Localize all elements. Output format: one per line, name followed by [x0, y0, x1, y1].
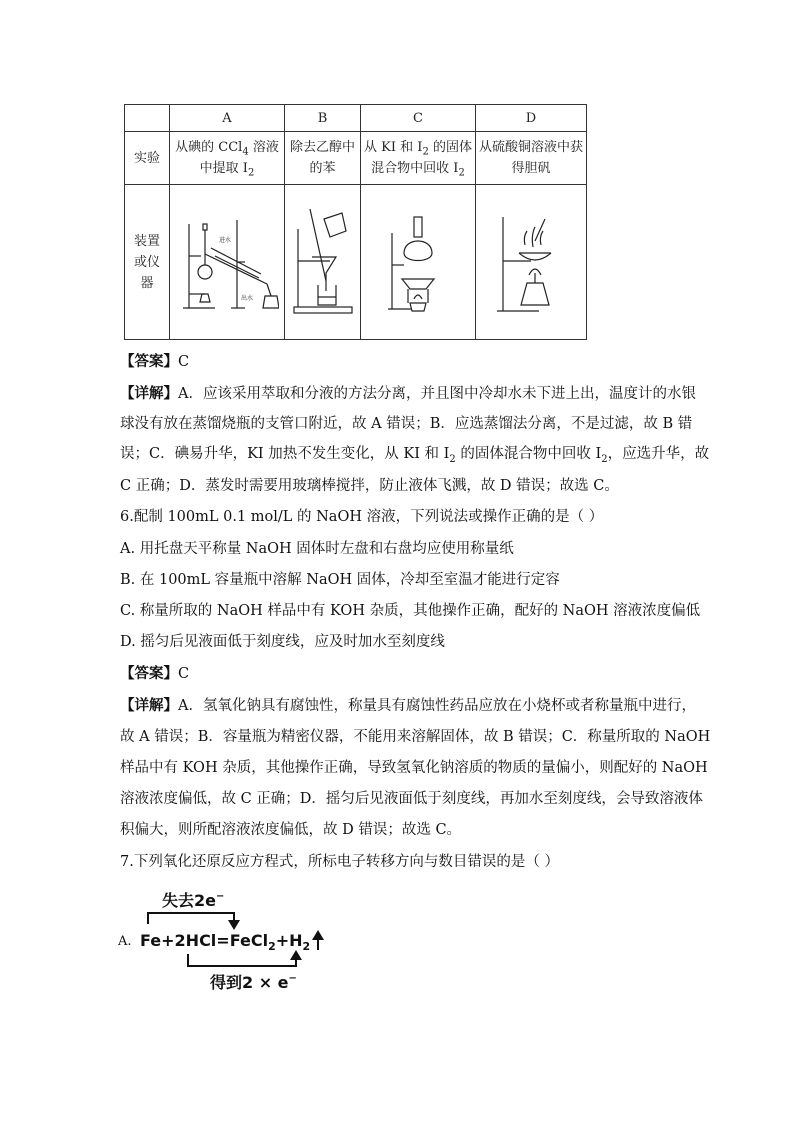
q6-detail-line-4: 溶液浓度偏低，故 C 正确；D．摇匀后见液面低于刻度线，再加水至刻度线，会导致溶液体 [120, 791, 703, 807]
equation-text: $Fe+2HCl=FeCl_2+H_2$ [140, 931, 311, 953]
q6-stem: 6.配制 100mL 0.1 mol/L 的 NaOH 溶液，下列说法或操作正确的是（ ） [120, 509, 604, 525]
experiment-c: 从 KI 和 $I_2$ 的固体混合物中回收 $I_2$ [361, 132, 476, 185]
experiment-row [125, 132, 587, 185]
header-cell-b: B [285, 105, 361, 132]
q6-detail-line-1: 【详解】A．氢氧化钠具有腐蚀性，称量具有腐蚀性药品应放在小烧杯或者称量瓶中进行， [120, 697, 696, 714]
svg-text:出水: 出水 [241, 294, 254, 302]
header-cell-blank [125, 105, 170, 132]
experiment-a: 从碘的 CCl$_4$ 溶液中提取 $I_2$ [170, 132, 285, 185]
q6-option-d: D. 摇匀后见液面低于刻度线，应及时加水至刻度线 [120, 634, 445, 650]
q7-option-a-equation [118, 880, 358, 990]
table-header-row [125, 105, 587, 132]
experiment-b: 除去乙醇中的苯 [285, 132, 361, 185]
q5-detail-line-1: 【详解】A．应该采用萃取和分液的方法分离，并且图中冷却水未下进上出，温度计的水银 [120, 385, 696, 402]
q6-detail-line-5: 积偏大，则所配溶液浓度偏低，故 D 错误；故选 C。 [120, 822, 462, 838]
row-label-apparatus: 装置 或仪 器 [125, 185, 170, 340]
header-cell-c: C [361, 105, 476, 132]
experiment-d: 从硫酸铜溶液中获得胆矾 [476, 132, 587, 185]
apparatus-d [476, 185, 587, 340]
apparatus-c [361, 185, 476, 340]
q6-detail-line-3: 样品中有 KOH 杂质，其他操作正确，导致氢氧化钠溶质的物质的量偏小，则配好的 NaOH [120, 760, 708, 776]
q6-detail-line-2: 故 A 错误；B．容量瓶为精密仪器，不能用来溶解固体，故 B 错误；C．称量所取的 NaOH [120, 729, 711, 745]
row-label-experiment: 实验 [125, 132, 170, 185]
distillation-apparatus-figure [175, 204, 279, 314]
lose-electron-label: 失去2e− [162, 891, 225, 910]
q6-answer: 【答案】C [120, 665, 190, 682]
q6-option-b: B. 在 100mL 容量瓶中溶解 NaOH 固体，冷却至室温才能进行定容 [120, 572, 560, 588]
q5-detail-line-4: C 正确；D．蒸发时需要用玻璃棒搅拌，防止液体飞溅，故 D 错误；故选 C。 [120, 478, 619, 494]
apparatus-a [170, 185, 285, 340]
sublimation-apparatus-figure [378, 203, 458, 315]
header-cell-d: D [476, 105, 587, 132]
electron-transfer-diagram [118, 880, 358, 990]
filtration-apparatus-figure [290, 199, 356, 319]
svg-text:进水: 进水 [219, 236, 232, 244]
q6-option-a: A. 用托盘天平称量 NaOH 固体时左盘和右盘均应使用称量纸 [120, 541, 514, 557]
q5-detail-line-3: 误；C．碘易升华，KI 加热不发生变化，从 KI 和 $I_2$ 的固体混合物中回收 $I_2$，应选升华，故 [120, 446, 710, 465]
q6-option-c: C. 称量所取的 NaOH 样品中有 KOH 杂质，其他操作正确，配好的 NaOH 溶液浓度偏低 [120, 603, 701, 619]
header-cell-a: A [170, 105, 285, 132]
q5-answer: 【答案】C [120, 353, 190, 370]
evaporation-apparatus-figure [491, 201, 571, 317]
apparatus-b [285, 185, 361, 340]
q7-option-label: A. [118, 934, 132, 949]
q7-stem: 7.下列氧化还原反应方程式，所标电子转移方向与数目错误的是（ ） [120, 854, 559, 870]
apparatus-row [125, 185, 587, 340]
experiment-table [124, 104, 587, 340]
gain-electron-label: 得到2 × e− [210, 973, 297, 990]
q5-detail-line-2: 球没有放在蒸馏烧瓶的支管口附近，故 A 错误；B．应选蒸馏法分离，不是过滤，故 B 错 [120, 416, 693, 432]
